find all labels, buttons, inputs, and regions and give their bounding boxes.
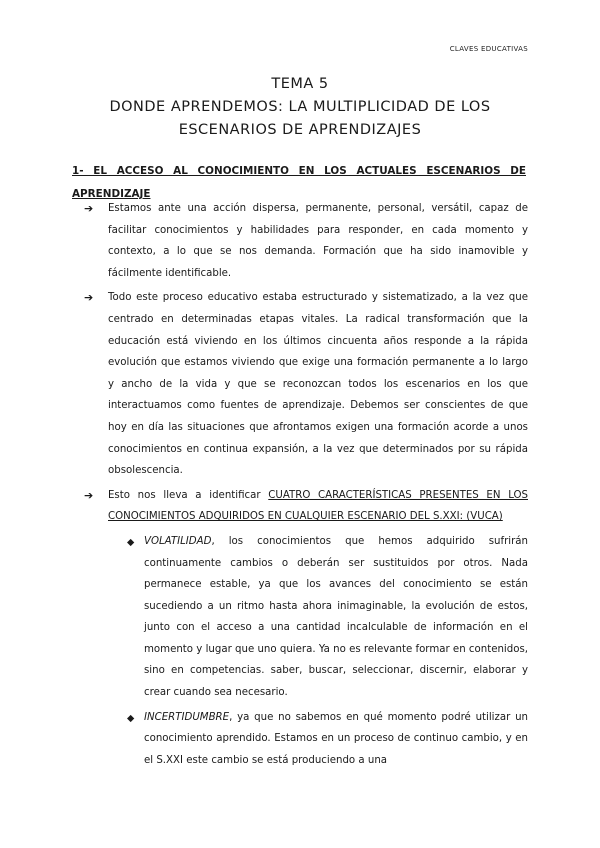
characteristics-underlined-text: CUATRO CARACTERÍSTICAS PRESENTES EN LOS CONOCIMIENTOS ADQUIRIDOS EN CUALQUIER ESCENARIO DEL S.XXI: (VUCA) — [108, 489, 528, 523]
uncertainty-term: INCERTIDUMBRE — [144, 711, 230, 723]
diamond-bullet-icon: ◆ — [127, 536, 135, 548]
sub-list-item-text: , ya que no sabemos en qué momento podré utilizar un conocimiento aprendido. Estamos en un proceso de continuo cambio, y en el S.XXI este cambio se está produciendo a una — [144, 711, 528, 766]
topic-title-line-1: DONDE APRENDEMOS: LA MULTIPLICIDAD DE LOS — [109, 99, 491, 115]
volatility-term: VOLATILIDAD — [144, 535, 212, 547]
list-item-text: Esto nos lleva a identificar — [108, 489, 269, 501]
list-item-text: Todo este proceso educativo estaba estructurado y sistematizado, a la vez que centrado en determinadas etapas vitales. La radical transformación que la educación está viviendo en los últimos cincuenta años responde a la rápida evolución que estamos viviendo que exige una formación permanente a lo largo y ancho de la vida y que se reconozcan todos los escenarios en los que interactuamos como fuentes de aprendizaje. Debemos ser conscientes de que hoy en día las situaciones que afrontamos exigen una formación acorde a unos conocimientos en continua expansión, a la vez que determinados por su rápida obsolescencia. — [108, 292, 528, 477]
arrow-bullet-icon: ➔ — [84, 291, 94, 305]
sub-list-item — [72, 531, 528, 704]
section-heading: 1- EL ACCESO AL CONOCIMIENTO EN LOS ACTUALES ESCENARIOS DE APRENDIZAJE — [72, 165, 526, 200]
list-item — [72, 287, 528, 481]
sub-list-item-text: , los conocimientos que hemos adquirido sufrirán continuamente cambios o deberán ser sustituidos por otros. Nada permanece estable, ya que los avances del conocimiento se están sucediendo a un ritmo hasta ahora inimaginable, la evolución de estos, junto con el acceso a una cantidad incalculable de información en el momento y lugar que uno quiera. Ya no es relevante formar en contenidos, sino en competencias. saber, buscar, seleccionar, discernir, elaborar y crear cuando sea necesario. — [144, 535, 528, 699]
header-tag: CLAVES EDUCATIVAS — [449, 45, 528, 53]
list-item — [72, 485, 528, 528]
diamond-bullet-icon: ◆ — [127, 712, 135, 724]
topic-number: TEMA 5 — [271, 76, 329, 92]
document-body — [72, 198, 528, 774]
arrow-bullet-icon: ➔ — [84, 488, 94, 502]
list-item-text: Estamos ante una acción dispersa, permanente, personal, versátil, capaz de facilitar conocimientos y habilidades para responder, en cada momento y contexto, a lo que se nos demanda. Formación que ha sido inamovible y fácilmente identificable. — [108, 203, 528, 279]
arrow-bullet-icon: ➔ — [84, 202, 94, 215]
topic-title-line-2: ESCENARIOS DE APRENDIZAJES — [178, 122, 422, 138]
sub-list-item — [72, 707, 528, 772]
list-item — [72, 198, 528, 284]
